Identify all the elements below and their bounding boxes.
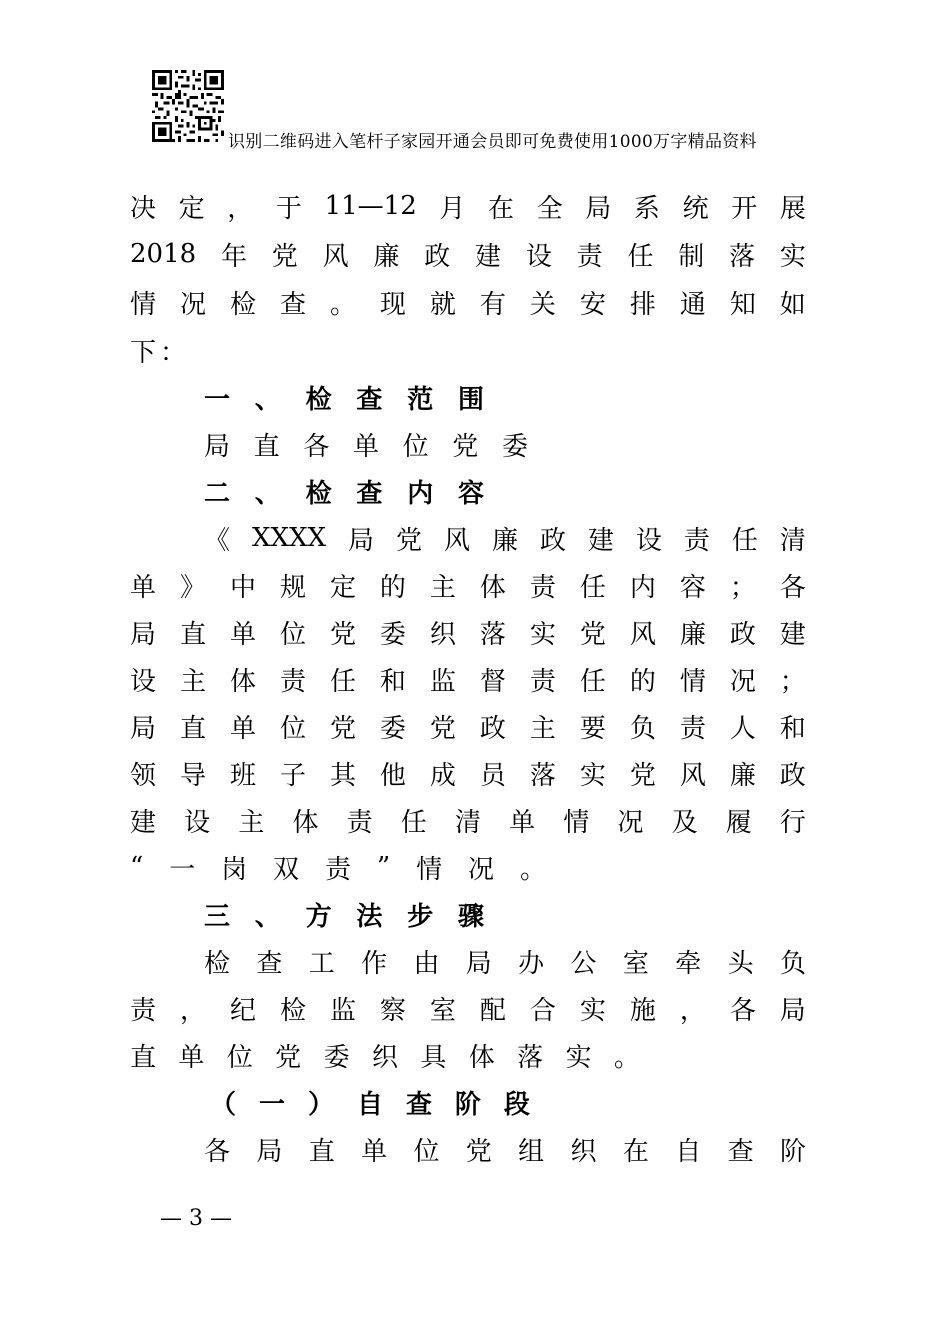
section-heading: 三 、 方 法 步 骤 bbox=[204, 901, 484, 932]
body-line: 2018 年 党 风 廉 政 建 设 责 任 制 落 实 bbox=[130, 239, 806, 272]
body-line: 下 ： bbox=[130, 337, 186, 368]
qr-code bbox=[152, 70, 224, 142]
body-line: 局 直 单 位 党 委 织 落 实 党 风 廉 政 建 bbox=[130, 619, 806, 650]
body-line: 局 直 单 位 党 委 党 政 主 要 负 责 人 和 bbox=[130, 713, 806, 744]
body-line: 《 XXXX 局 党 风 廉 政 建 设 责 任 清 bbox=[204, 523, 806, 556]
body-line: 设 主 体 责 任 和 监 督 责 任 的 情 况 ； bbox=[130, 666, 806, 697]
body-line: 直 单 位 党 委 织 具 体 落 实 。 bbox=[130, 1042, 640, 1073]
body-line: 建 设 主 体 责 任 清 单 情 况 及 履 行 bbox=[130, 807, 806, 838]
section-heading: 一 、 检 查 范 围 bbox=[204, 384, 484, 415]
body-line: 局 直 各 单 位 党 委 bbox=[204, 431, 528, 462]
header-promo-text: 识别二维码进入笔杆子家园开通会员即可免费使用1000万字精品资料 bbox=[228, 132, 757, 152]
body-line: 决 定 ， 于 11—12 月 在 全 局 系 统 开 展 bbox=[130, 191, 806, 224]
body-line: 单 》 中 规 定 的 主 体 责 任 内 容 ； 各 bbox=[130, 572, 806, 603]
page-number: — 3 — bbox=[160, 1206, 232, 1231]
body-line: “ 一 岗 双 责 ” 情 况 。 bbox=[130, 852, 546, 885]
body-line: 领 导 班 子 其 他 成 员 落 实 党 风 廉 政 bbox=[130, 760, 806, 791]
section-heading: （ 一 ） 自 查 阶 段 bbox=[210, 1089, 530, 1120]
section-heading: 二 、 检 查 内 容 bbox=[204, 478, 484, 509]
body-line: 情 况 检 查 。 现 就 有 关 安 排 通 知 如 bbox=[130, 289, 806, 320]
body-line: 各 局 直 单 位 党 组 织 在 自 查 阶 bbox=[204, 1136, 806, 1167]
body-line: 责 ， 纪 检 监 察 室 配 合 实 施 ， 各 局 bbox=[130, 995, 806, 1026]
body-line: 检 查 工 作 由 局 办 公 室 牵 头 负 bbox=[204, 948, 806, 979]
